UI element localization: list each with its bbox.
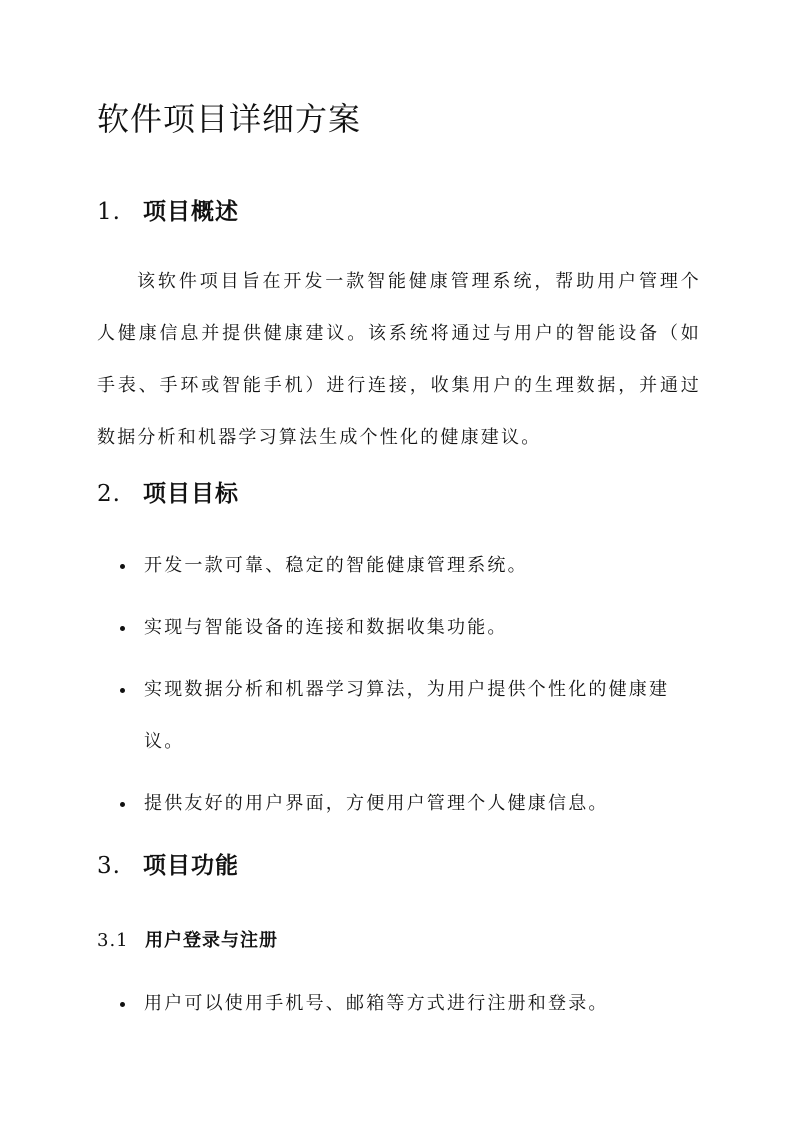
list-item <box>97 540 701 592</box>
bullet-dot-icon <box>120 564 125 569</box>
bullet-dot-icon <box>120 626 125 631</box>
section-1-heading <box>97 196 239 228</box>
list-item-text: 开发一款可靠、稳定的智能健康管理系统。 <box>144 555 528 576</box>
section-2-heading <box>97 478 239 510</box>
list-item <box>97 602 701 654</box>
section-2-number: 2. <box>97 481 121 507</box>
list-item-text: 实现数据分析和机器学习算法，为用户提供个性化的健康建议。 <box>144 679 670 752</box>
section-1-title: 项目概述 <box>143 198 239 225</box>
bullet-dot-icon <box>120 1002 125 1007</box>
list-item-text: 实现与智能设备的连接和数据收集功能。 <box>144 617 508 638</box>
section-2-title: 项目目标 <box>143 480 239 507</box>
bullet-dot-icon <box>120 802 125 807</box>
section-3-heading <box>97 850 239 882</box>
subsection-3-1-list <box>97 978 701 1040</box>
list-item <box>97 664 701 768</box>
subsection-3-1-title: 用户登录与注册 <box>145 930 278 951</box>
subsection-3-1-number: 3.1 <box>97 930 129 951</box>
bullet-dot-icon <box>120 688 125 693</box>
list-item <box>97 978 701 1030</box>
section-3-number: 3. <box>97 853 121 879</box>
list-item-text: 用户可以使用手机号、邮箱等方式进行注册和登录。 <box>144 993 609 1014</box>
section-1-paragraph: 该软件项目旨在开发一款智能健康管理系统，帮助用户管理个人健康信息并提供健康建议。该系统将通过与用户的智能设备（如手表、手环或智能手机）进行连接，收集用户的生理数据，并通过数据分析和机器学习算法生成个性化的健康建议。 <box>97 271 701 448</box>
subsection-3-1-heading <box>97 928 278 954</box>
section-2-goal-list <box>97 540 701 840</box>
list-item <box>97 778 701 830</box>
document-title: 软件项目详细方案 <box>97 100 362 138</box>
section-3-title: 项目功能 <box>143 852 239 879</box>
list-item-text: 提供友好的用户界面，方便用户管理个人健康信息。 <box>144 793 609 814</box>
section-1-number: 1. <box>97 199 121 225</box>
